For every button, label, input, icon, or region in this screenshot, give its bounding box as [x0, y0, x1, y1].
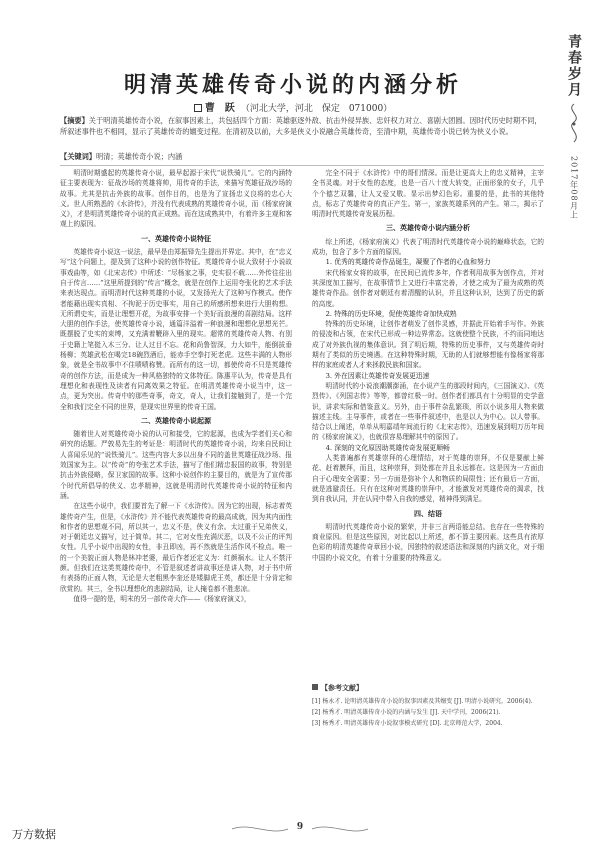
body-paragraph: 明清时代的小说浪潮潮澎涌，在小说产生的那段时间内，《三国演义》、《英烈传》、《列国志传》等等，都曾红极一时。创作者们都具有十分明显的史学意识，讲求实际和借鉴意义。另外，由于事件杂乱繁琐，所以小说多用人物来做描述主线。主导事件，或者在一些事件叙述中，也是以人为中心。以人带事。结合以上阐述，单单从明嘉靖年间流行的《北宋志传》，迅速发展到明万历年间的《杨家府演义》，也就很容易理解其中的原因了。 [312, 381, 544, 442]
reference-item: [1] 杨永才. 论明清英雄传奇小说的叙事因素及其嬗变 [J]. 明清小说研究，2006(4). [312, 698, 533, 705]
journal-name: 青春岁月 [566, 34, 582, 98]
body-paragraph: 明清时期盛起的英雄传奇小说，最早起源于宋代“说铁骑儿”。它的内涵特征主要表现为：征战沙场的英雄将帅，用传奇的手法，来描写英雄征战沙场的故事。尤其是抗击外族的故事。创作目的，也是为了宣扬忠义良将的忠心大义。世人所熟悉的《水浒传》，并没有代表成熟的英雄传奇小说，而《杨家府演义》，才是明清英雄传奇小说的真正成熟。而在这成熟其中，有着许多主观和客观上的原因。 [60, 169, 292, 229]
keywords-label: 【关键词】 [60, 152, 96, 161]
body-column-left [60, 168, 292, 604]
keywords [60, 151, 544, 162]
body-paragraph: 宋代杨家女将的故事，在民间已流传多年，作者利用故事为创作点，并对其深度加工描写，在故事情节上又进行丰富完善，才使之成为了最为成熟的英雄传奇作品。创作者对朝廷有着清醒的认识，并且这种认识，达到了历史的新的高度。 [312, 268, 544, 308]
author-line [46, 99, 540, 114]
body-paragraph: 综上所述，《杨家府演义》代表了明清时代英雄传奇小说的巅峰状态，它的成功，包含了多个方面的原因。 [312, 237, 544, 257]
subsection-heading: 1. 优秀的英雄传奇作品诞生，凝聚了作者的心血和努力 [325, 258, 491, 267]
section-heading: 三、英雄传奇小说内涵分析 [386, 223, 470, 233]
body-paragraph: 完全不同于《水浒传》中的哥们情深。而是让更高大上的忠义精神，主宰全书灵魂。对于女性的态度，也是一百八十度大转变，正面形象的女子，几乎个个德艺双馨，让人又爱又敬。显示出梦幻色彩。重要的是，此书的其他特点，标志了英雄传奇的真正产生。第一，家族英雄系列的产生。第二，揭示了明清时代英雄传奇发展历程。 [312, 169, 544, 219]
section-heading: 四、结语 [414, 508, 442, 518]
author-name: 曹 跃 [204, 103, 235, 114]
references-heading [312, 682, 544, 693]
journal-date: 2017年08月上 [569, 156, 579, 220]
body-paragraph: 在这些小说中，我们要首先了解一下《水浒传》。因为它的出现，标志着英雄传奇产生，但是，《水浒传》并不能代表英雄传奇的最高成就，因为其内面性和作者的思想观不同，所以其一，忠义不是，侠义有余。太过重于兄弟侠义，对于朝廷忠义描写，过于简单。其二，它对女性充满厌恶，以及不公正的评判女性。几乎小说中出现的女性，非丑即凶，再不然就是生活作风不检点。唯一的一个美貌正面人物是林冲老婆，最后作者还定义为：红颜祸水。让人不禁汗颜。但我们在这类英雄传奇中，不管是叙述者讲故事还是讲人物，对于书中所有表扬的正面人物，无论是大老粗黑李奎还是矮脚虎王英，都还是十分肯定和欣赏的。其三，全书以理想化的悲剧结局，让人掩卷都不胜悲凉。 [60, 502, 292, 593]
header-divider [60, 165, 544, 166]
author-affiliation: （河北大学，河北 保定 071000） [240, 104, 393, 114]
ornament-swirl-icon [562, 102, 586, 146]
section-heading: 一、英雄传奇小说特征 [141, 233, 211, 243]
page-footer [230, 820, 370, 838]
subsection-heading: 3. 外在因素让英雄传奇发展更迅速 [325, 371, 430, 380]
references [312, 682, 544, 729]
reference-item: [3] 杨秀才. 明清英雄传奇小说叙事模式研究 [D]. 北京师范大学，2004. [312, 720, 503, 727]
body-paragraph: 随着世人对英雄传奇小说的认可和接受，它的起源，也成为学者们关心和研究的话题。严敦易先生的考证是：明清时代的英雄传奇小说，均来自民间让人喜闻乐见的“说铁骑儿”。这些内容大多以出身不同的盖世英雄征战沙场、报效国家为主。以“传奇”的夸张艺术手法，描写了他们精忠报国的故事，特别是抗击外族侵略，保卫家国的故事。这种小说创作的主要目的，就是为了宣传那个时代所倡导的侠义、忠孝精神，这就是明清时代英雄传奇小说的特征和内涵。 [60, 430, 292, 500]
subsection-heading: 2. 特殊的历史环境，促使英雄传奇加快成熟 [325, 309, 457, 318]
body-paragraph: 英雄传奇小说这一说法，最早是由郑振铎先生提出并界定。其中，在“忠义写”这个问题上，提及到了这种小说的创作特征。英雄传奇小说大致材于小说故事戏曲等，如《北宋志传》中所述：“尽杨家之事，史实很不载……外传往往出自于传言……”这里所提到的“传言”概念，就是在创作上运用夸张化的艺术手法来表达现点。而明清时代这种英雄的小说，又发扬光大了这种写作模式。使作者能藉出现实真相、不拘泥于历史事实，用自己的所感所想来进行大胆构想。无所谓史实，而是让理想开花，为故事安排一个美好而浪漫的喜剧结局。这样大胆的创作手法，使英雄传奇小说，通篇洋溢着一种浪漫和理想化思想光芒。既摆脱了史实的束缚，又充满着鞭辟入里的现实。超常的英雄传奇人物、有别于史籍上笔挺入木三分、让人过目不忘。花和尚鲁智深，力大如牛，能倒拔垂杨柳；英雄武松在喝完18碗烈酒后，能赤手空拳打死老虎。这些丰满的人物形象，就是全书故事中不住啧啧称赞。而所有的这一切，都使传奇不只是英雄传奇的创作方法，而是成为一种风格独特的文体特征。陈惠平认为，传奇是具有理想化和表现性及读者有同离效果之特征。在明清英雄传奇小说当中，这一点，更为突出。传奇中的那些奇事，奇文，奇人，让我们接触到了，是一个完全和我们完全不同的世界，是现实世界里的传奇王国。 [60, 248, 292, 411]
article-title: 明清英雄传奇小说的内涵分析 [123, 72, 462, 98]
body-paragraph: 人类普遍都有英雄崇拜的心理情结，对于英雄的崇拜，不仅是要献上鲜花、赶着膜拜，而且，这种崇拜，到处都在并且永远都在。这是因为一方面由自于心理安全需要；另一方面是弥补个人和物质的局限性；还有最后一方面，就是逃避责任。只有在这种对英雄的崇拜中，才能激发对英雄传奇的渴求，找到自我认同，并在认同中带入自我的感觉，精神得到满足。 [312, 454, 544, 504]
references-heading-text: 【参考文献】 [321, 683, 363, 692]
references-square-icon [312, 684, 318, 690]
reference-item: [2] 杨秀才. 明清英雄传奇小说的内涵与发生 [J]. 天中学刊，2006(21). [312, 709, 501, 716]
body-paragraph: 值得一提的是，明末的另一部传奇大作——《杨家府演义》， [73, 594, 251, 603]
keywords-text: 明清；英雄传奇小说；内涵 [95, 152, 183, 161]
body-paragraph: 明清时代英雄传奇小说的繁荣，并非三言两语能总结。也存在一些特殊的商业原因。但是这些原因，对比起以上所述，都不算主要因素。这些具有浓厚色彩的明清英雄传奇章回小说，因独特的叙述语法和深刻的内涵文化，对于细中国的小说文化，有着十分重要的特殊意义。 [312, 522, 544, 562]
abstract-label: 【摘要】 [60, 116, 89, 125]
journal-brand [554, 34, 594, 220]
abstract-text: 关于明清英雄传奇小说，在叙事因素上，共包括四个方面：英雄驱逐外敌、抗击外侵异族、忠奸权力对立、喜剧大团圆。因时代历史时期不同，所叙述事件也不相同，显示了英雄传奇的嬗变过程。在清初及以前，大多是侠义小说融合英雄传奇，至清中期，英雄传奇小说已转为侠义小说。 [60, 116, 542, 136]
body-paragraph: 特殊的历史环境，让创作者萌发了创作灵感，并据此开始着手写作。外族的侵凌和占领，在宋代已形成一种边界常态。这就使整个民族，不约而同地达成了对外族仇视的集体意识。到了明后期，特殊的历史事件，又与英雄传奇时期有了类似的历史境遇。在这种特殊时期，无助的人们就够想能有像杨家将那样的家庭或者人才来拯救民族和国家。 [312, 320, 544, 370]
page-number: 9 [296, 822, 304, 832]
abstract [60, 115, 544, 137]
section-heading: 二、英雄传奇小说起源 [141, 415, 211, 425]
subsection-heading: 4. 深刻的文化原因助英雄传奇发展更顺畅 [325, 443, 450, 452]
body-column-right [312, 168, 544, 563]
database-watermark: 万方数据 [12, 829, 56, 841]
author-square-icon [194, 104, 202, 112]
